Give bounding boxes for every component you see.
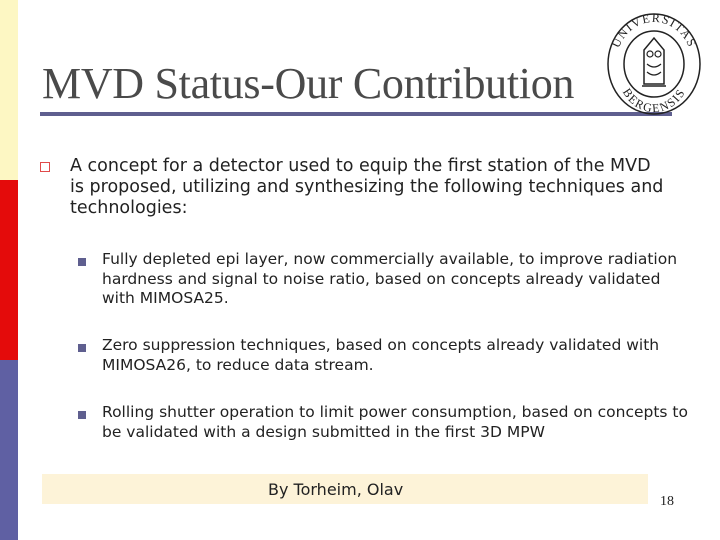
side-stripe-blue: [0, 360, 18, 540]
sub-bullet-text-1: Fully depleted epi layer, now commercially available, to improve radiation hardness and signal to noise ratio, based on concepts already validated with MIMOSA25.: [102, 250, 678, 307]
side-stripe-red: [0, 180, 18, 360]
title-underline: [40, 112, 672, 116]
page-number: 18: [660, 494, 674, 509]
side-stripe-yellow: [0, 0, 18, 180]
slide-title: MVD Status-Our Contribution: [42, 59, 575, 108]
svg-text:UNIVERSITAS: UNIVERSITAS: [608, 12, 700, 50]
footer-author: By Torheim, Olav: [268, 480, 404, 499]
main-bullet-text: A concept for a detector used to equip the first station of the MVD is proposed, utilizing and synthesizing the following techniques and technologies:: [70, 156, 664, 218]
sub-bullet-icon: [78, 258, 86, 266]
svg-text:BERGENSIS: BERGENSIS: [619, 85, 689, 116]
sub-bullet-text-3: Rolling shutter operation to limit power consumption, based on concepts to be validated with a design submitted in the first 3D MPW: [102, 403, 688, 441]
sub-bullet-text-2: Zero suppression techniques, based on concepts already validated with MIMOSA26, to reduce data stream.: [102, 336, 660, 374]
sub-bullet-icon: [78, 344, 86, 352]
sub-bullet-icon: [78, 411, 86, 419]
university-seal-logo: [606, 12, 702, 116]
bullet-square-icon: [40, 162, 50, 172]
